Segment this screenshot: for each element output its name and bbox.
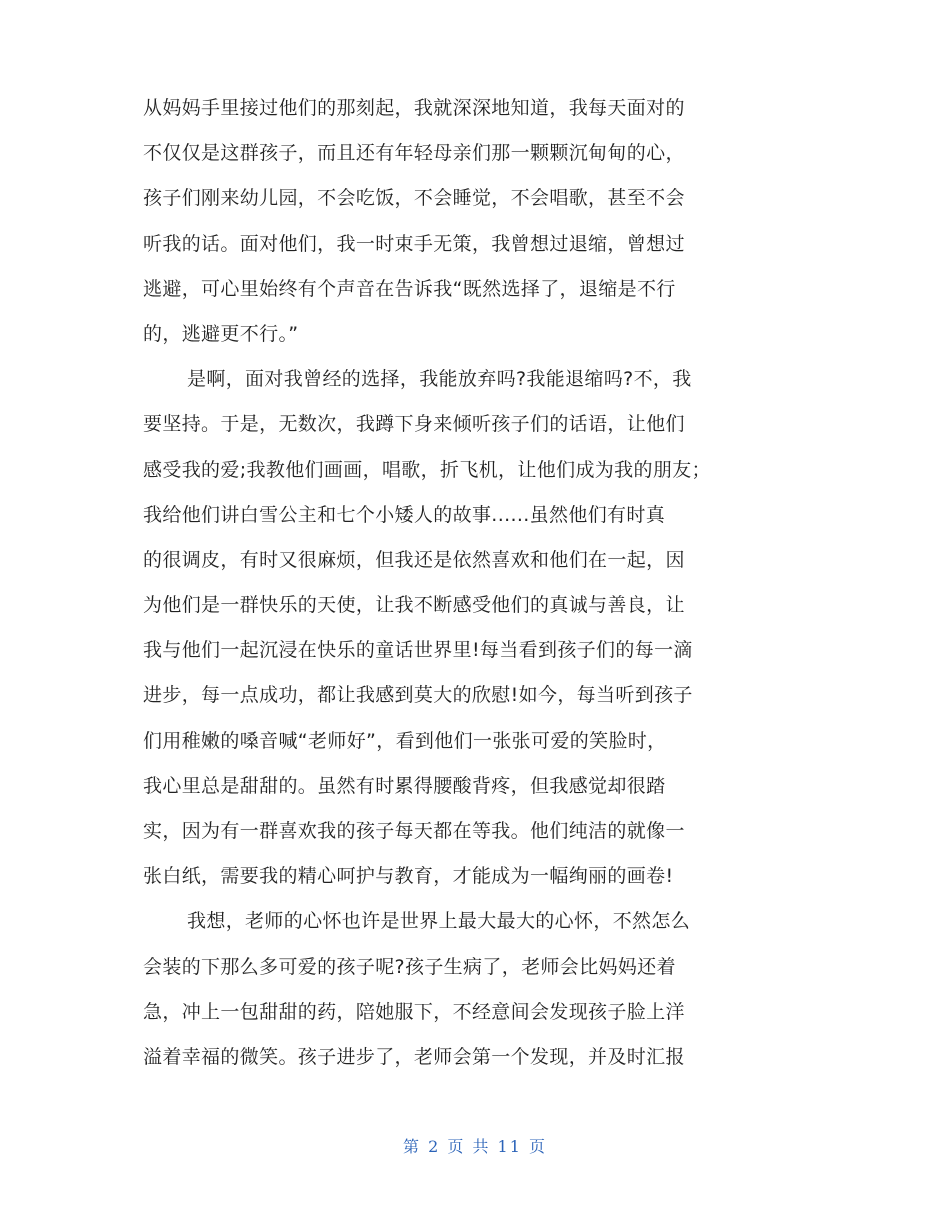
- text-line: 我心里总是甜甜的。虽然有时累得腰酸背疼，但我感觉却很踏: [143, 774, 666, 797]
- text-line: 听我的话。面对他们，我一时束手无策，我曾想过退缩，曾想过: [143, 232, 685, 255]
- text-line: 感受我的爱;我教他们画画，唱歌，折飞机，让他们成为我的朋友；: [143, 458, 711, 481]
- text-line: 孩子们刚来幼儿园，不会吃饭，不会睡觉，不会唱歌，甚至不会: [143, 187, 685, 210]
- text-line: 们用稚嫩的嗓音喊“老师好”，看到他们一张张可爱的笑脸时，: [143, 729, 667, 752]
- text-line: 急，冲上一包甜甜的药，陪她服下，不经意间会发现孩子脸上洋: [143, 1000, 685, 1023]
- text-line: 实，因为有一群喜欢我的孩子每天都在等我。他们纯洁的就像一: [143, 820, 685, 842]
- text-line: 会装的下那么多可爱的孩子呢?孩子生病了，老师会比妈妈还着: [143, 955, 676, 978]
- text-line: 我给他们讲白雪公主和七个小矮人的故事......虽然他们有时真: [143, 503, 666, 526]
- text-line: 我与他们一起沉浸在快乐的童话世界里!每当看到孩子们的每一滴: [143, 639, 693, 662]
- page-number-footer: 第 2 页 共 11 页: [403, 1137, 547, 1156]
- text-line: 逃避，可心里始终有个声音在告诉我“既然选择了，退缩是不行: [143, 277, 676, 300]
- text-line: 的，逃避更不行。”: [143, 322, 299, 345]
- text-line: 从妈妈手里接过他们的那刻起，我就深深地知道，我每天面对的: [143, 97, 685, 119]
- text-line-paragraph-start: 是啊，面对我曾经的选择，我能放弃吗?我能退缩吗?不，我: [187, 368, 692, 391]
- text-line: 要坚持。于是，无数次，我蹲下身来倾听孩子们的话语，让他们: [143, 413, 685, 436]
- body-text: [143, 86, 823, 1080]
- text-line: 张白纸，需要我的精心呵护与教育，才能成为一幅绚丽的画卷!: [143, 865, 674, 888]
- text-line: 不仅仅是这群孩子，而且还有年轻母亲们那一颗颗沉甸甸的心，: [143, 142, 685, 165]
- text-line-paragraph-start: 我想，老师的心怀也许是世界上最大最大的心怀，不然怎么: [187, 910, 691, 933]
- text-line: 溢着幸福的微笑。孩子进步了，老师会第一个发现，并及时汇报: [143, 1045, 685, 1068]
- text-line: 的很调皮，有时又很麻烦，但我还是依然喜欢和他们在一起，因: [143, 548, 685, 571]
- text-line: 为他们是一群快乐的天使，让我不断感受他们的真诚与善良，让: [143, 594, 685, 617]
- text-line: 进步，每一点成功，都让我感到莫大的欣慰!如今，每当听到孩子: [143, 684, 693, 707]
